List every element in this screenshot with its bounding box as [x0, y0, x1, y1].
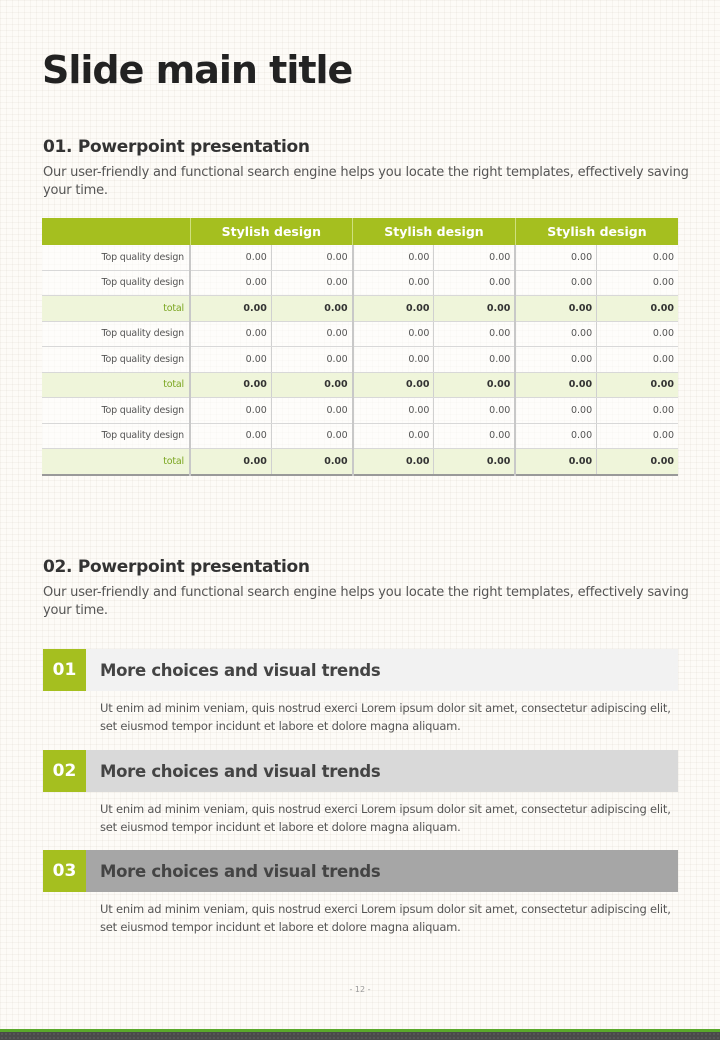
table-cell: 0.00	[515, 245, 596, 270]
section2-description: Our user-friendly and functional search engine helps you locate the right templates, effectively saving your time.	[43, 585, 689, 618]
table-cell: 0.00	[271, 270, 352, 296]
table-cell: 0.00	[434, 270, 515, 296]
table-cell: 0.00	[190, 449, 271, 475]
table-cell: 0.00	[597, 398, 678, 424]
table-cell: 0.00	[597, 245, 678, 270]
table-cell: 0.00	[597, 423, 678, 449]
item-number: 01	[43, 649, 86, 691]
table-total-row	[42, 449, 678, 475]
table-body	[42, 245, 678, 475]
table-cell: 0.00	[353, 245, 434, 270]
table-cell: 0.00	[271, 245, 352, 270]
table-cell: 0.00	[190, 245, 271, 270]
table-cell: 0.00	[353, 321, 434, 347]
table-cell: 0.00	[190, 372, 271, 398]
table-cell: 0.00	[597, 372, 678, 398]
table-cell: 0.00	[515, 372, 596, 398]
table-cell: 0.00	[434, 347, 515, 373]
table-cell: 0.00	[271, 372, 352, 398]
item-body: Ut enim ad minim veniam, quis nostrud exerci Lorem ipsum dolor sit amet, consectetur adipiscing elit, set eiusmod tempor incidunt et labore et dolore magna aliquam.	[100, 701, 671, 733]
table-cell: 0.00	[434, 398, 515, 424]
table-cell: 0.00	[353, 372, 434, 398]
table-cell: 0.00	[353, 296, 434, 322]
table-cell: 0.00	[515, 270, 596, 296]
item-number: 02	[43, 750, 86, 792]
item-title-bar: More choices and visual trends	[86, 750, 678, 792]
table-cell: 0.00	[597, 347, 678, 373]
row-label: Top quality design	[42, 245, 190, 270]
table-cell: 0.00	[434, 449, 515, 475]
row-label: Top quality design	[42, 398, 190, 424]
page-title: Slide main title	[42, 48, 353, 92]
row-label: total	[42, 296, 190, 322]
table-row	[42, 321, 678, 347]
item-title-bar: More choices and visual trends	[86, 850, 678, 892]
table-cell: 0.00	[515, 321, 596, 347]
section2-heading: 02. Powerpoint presentation	[43, 557, 310, 577]
row-label: total	[42, 372, 190, 398]
table-cell: 0.00	[597, 270, 678, 296]
table-cell: 0.00	[271, 398, 352, 424]
table-cell: 0.00	[515, 347, 596, 373]
table-cell: 0.00	[434, 423, 515, 449]
table-header-group-1: Stylish design	[190, 218, 353, 245]
table-cell: 0.00	[353, 270, 434, 296]
row-label: total	[42, 449, 190, 475]
item-title-bar: More choices and visual trends	[86, 649, 678, 691]
row-label: Top quality design	[42, 423, 190, 449]
table-cell: 0.00	[515, 398, 596, 424]
table-header-group-2: Stylish design	[353, 218, 516, 245]
table-cell: 0.00	[597, 449, 678, 475]
table-cell: 0.00	[434, 296, 515, 322]
table-cell: 0.00	[434, 321, 515, 347]
table-row	[42, 398, 678, 424]
table-cell: 0.00	[190, 423, 271, 449]
table-row	[42, 347, 678, 373]
table-cell: 0.00	[271, 347, 352, 373]
table-row	[42, 245, 678, 270]
table-total-row	[42, 296, 678, 322]
page-number: - 12 -	[349, 985, 371, 994]
table-cell: 0.00	[597, 296, 678, 322]
table-cell: 0.00	[271, 449, 352, 475]
table-cell: 0.00	[515, 296, 596, 322]
table-cell: 0.00	[597, 321, 678, 347]
table-header-blank	[42, 218, 190, 245]
item-number: 03	[43, 850, 86, 892]
table-row	[42, 270, 678, 296]
table-cell: 0.00	[434, 245, 515, 270]
table-total-row	[42, 372, 678, 398]
table-cell: 0.00	[434, 372, 515, 398]
table-cell: 0.00	[190, 321, 271, 347]
table-cell: 0.00	[190, 398, 271, 424]
section1-description: Our user-friendly and functional search engine helps you locate the right templates, effectively saving your time.	[43, 165, 689, 198]
table-cell: 0.00	[353, 347, 434, 373]
table-cell: 0.00	[190, 296, 271, 322]
table-cell: 0.00	[190, 347, 271, 373]
row-label: Top quality design	[42, 321, 190, 347]
table-cell: 0.00	[271, 423, 352, 449]
table-cell: 0.00	[515, 449, 596, 475]
table-header-row	[42, 218, 678, 245]
section1-heading: 01. Powerpoint presentation	[43, 137, 310, 157]
item-body: Ut enim ad minim veniam, quis nostrud exerci Lorem ipsum dolor sit amet, consectetur adipiscing elit, set eiusmod tempor incidunt et labore et dolore magna aliquam.	[100, 802, 671, 834]
table-row	[42, 423, 678, 449]
data-table	[42, 218, 678, 476]
table-cell: 0.00	[353, 423, 434, 449]
table-header-group-3: Stylish design	[515, 218, 678, 245]
row-label: Top quality design	[42, 347, 190, 373]
footer-band	[0, 1032, 720, 1040]
item-body: Ut enim ad minim veniam, quis nostrud exerci Lorem ipsum dolor sit amet, consectetur adipiscing elit, set eiusmod tempor incidunt et labore et dolore magna aliquam.	[100, 902, 671, 934]
table-cell: 0.00	[353, 449, 434, 475]
table-cell: 0.00	[271, 321, 352, 347]
table-cell: 0.00	[190, 270, 271, 296]
row-label: Top quality design	[42, 270, 190, 296]
table-cell: 0.00	[353, 398, 434, 424]
table-cell: 0.00	[271, 296, 352, 322]
table-cell: 0.00	[515, 423, 596, 449]
